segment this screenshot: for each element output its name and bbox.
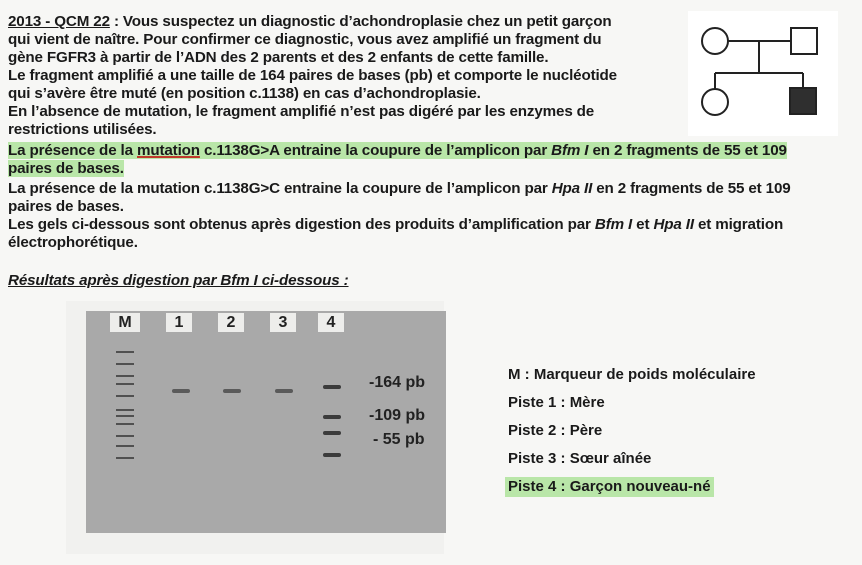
lane-label-4: 4 [318,313,344,332]
lane-label-1: 1 [166,313,192,332]
marker-band [116,351,134,353]
question-line-2: qui vient de naître. Pour confirmer ce diagnostic, vous avez amplifié un fragment du [8,31,602,48]
bfm-statement-line-1: La présence de la mutation c.1138G>A entraine la coupure de l’amplicon par Bfm I en 2 fragments de 55 et 109 [8,142,787,159]
lane4-band-55 [323,453,341,457]
marker-band [116,409,134,411]
hpa-statement-line-1: La présence de la mutation c.1138G>C entraine la coupure de l’amplicon par Hpa II en 2 fragments de 55 et 109 [8,180,791,197]
question-line-6: En l’absence de mutation, le fragment amplifié n’est pas digéré par les enzymes de [8,103,595,120]
bfm-statement-line-2: paires de bases. [8,160,124,177]
pedigree-diagram [688,11,838,136]
lane-label-3: 3 [270,313,296,332]
legend-lane-4: Piste 4 : Garçon nouveau-né [505,477,714,497]
legend-marker: M : Marqueur de poids moléculaire [508,366,756,383]
pedigree-father-symbol [791,28,817,54]
gels-statement-line-2: électrophorétique. [8,234,138,251]
question-line-1: 2013 - QCM 22 : Vous suspectez un diagnostic d’achondroplasie chez un petit garçon [8,13,612,30]
lane4-band-109 [323,415,341,419]
question-line-5: qui s’avère être muté (en position c.1138) en cas d’achondroplasie. [8,85,481,102]
marker-band [116,457,134,459]
question-line-3: gène FGFR3 à partir de l’ADN des 2 parents et des 2 enfants de cette famille. [8,49,549,66]
lane1-band-164 [172,389,190,393]
lane2-band-164 [223,389,241,393]
bfm-enzyme: Bfm I [551,142,589,159]
size-label-109: -109 pb [369,407,426,424]
lane-label-m: M [110,313,140,332]
legend-lane-1: Piste 1 : Mère [508,394,605,411]
marker-band [116,423,134,425]
pedigree-daughter-symbol [702,89,728,115]
marker-band [116,435,134,437]
gels-statement-line-1: Les gels ci-dessous sont obtenus après digestion des produits d’amplification par Bfm I et Hpa II et migration [8,216,784,233]
pedigree-affected-son-symbol [790,88,816,114]
mutation-word: mutation [137,142,200,159]
question-line-7: restrictions utilisées. [8,121,157,138]
lane4-band-109b [323,431,341,435]
marker-band [116,363,134,365]
size-label-55: - 55 pb [373,431,425,448]
marker-band [116,383,134,385]
pedigree-mother-symbol [702,28,728,54]
lane3-band-164 [275,389,293,393]
question-line-4: Le fragment amplifié a une taille de 164 paires de bases (pb) et comporte le nucléotide [8,67,617,84]
marker-band [116,395,134,397]
size-label-164: -164 pb [369,374,426,391]
lane-label-2: 2 [218,313,244,332]
results-heading: Résultats après digestion par Bfm I ci-dessous : [8,272,349,289]
hpa-statement-line-2: paires de bases. [8,198,124,215]
legend-lane-2: Piste 2 : Père [508,422,603,439]
hpa-enzyme: Hpa II [551,180,593,197]
question-title: 2013 - QCM 22 [8,13,110,30]
marker-band [116,415,134,417]
gel-image [66,301,444,554]
pedigree-svg [688,11,838,136]
marker-band [116,375,134,377]
legend-lane-3: Piste 3 : Sœur aînée [508,450,652,467]
lane4-band-164 [323,385,341,389]
marker-band [116,445,134,447]
